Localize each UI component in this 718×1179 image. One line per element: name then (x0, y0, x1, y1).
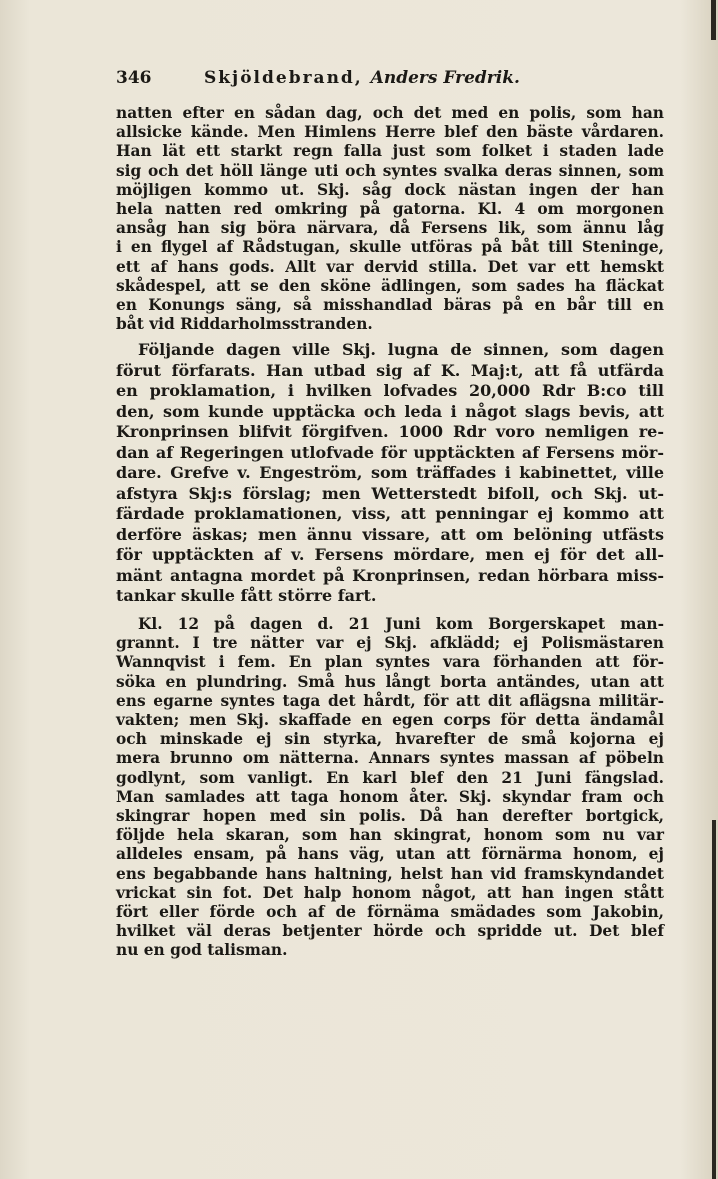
text-line: färdade proklamationen, viss, att penningar ej kommo att (116, 504, 664, 524)
running-head-name: Skjöldebrand, (204, 68, 363, 88)
page-edge-shadow (712, 820, 716, 1179)
running-head (204, 68, 520, 88)
text-line: hvilket väl deras betjenter hörde och spridde ut. Det blef (116, 922, 664, 941)
text-line: godlynt, som vanligt. En karl blef den 21 Juni fängslad. (116, 768, 664, 787)
text-line: förut förfarats. Han utbad sig af K. Maj:t, att få utfärda (116, 360, 664, 380)
page-number: 346 (116, 68, 152, 88)
text-line: och minskade ej sin styrka, hvarefter de små kojorna ej (116, 730, 664, 749)
text-line: vakten; men Skj. skaffade en egen corps för detta ändamål (116, 710, 664, 729)
page-edge-shadow (711, 0, 716, 40)
text-line: natten efter en sådan dag, och det med en polis, som han (116, 104, 664, 122)
text-line: mera brunno om nätterna. Annars syntes massan af pöbeln (116, 749, 664, 768)
text-line: nu en god talisman. (116, 941, 288, 960)
text-line: i en flygel af Rådstugan, skulle utföras på båt till Steninge, (116, 238, 664, 257)
text-line: den, som kunde upptäcka och leda i något slags bevis, att (116, 401, 664, 421)
body-text (116, 104, 664, 961)
paragraph (116, 104, 664, 334)
text-line: ens egarne syntes taga det hårdt, för att dit aflägsna militär- (116, 691, 664, 710)
text-line: tankar skulle fått större fart. (116, 586, 377, 606)
text-line: dan af Regeringen utlofvade för upptäckten af Fersens mör- (116, 442, 664, 462)
text-line: Wannqvist i fem. En plan syntes vara förhanden att för- (116, 653, 664, 672)
text-line: skingrar hopen med sin polis. Då han derefter bortgick, (116, 806, 664, 825)
text-line: ett af hans gods. Allt var dervid stilla. Det var ett hemskt (116, 257, 664, 276)
running-header (116, 68, 656, 94)
text-line: alldeles ensam, på hans väg, utan att förnärma honom, ej (116, 845, 664, 864)
text-line: möjligen kommo ut. Skj. såg dock nästan ingen der han (116, 180, 664, 199)
text-line: grannt. I tre nätter var ej Skj. afklädd; ej Polismästaren (116, 634, 664, 653)
text-line: söka en plundring. Små hus långt borta antändes, utan att (116, 672, 664, 691)
text-line: Han lät ett starkt regn falla just som folket i staden lade (116, 142, 664, 161)
running-head-author: Anders Fredrik. (370, 68, 520, 88)
text-line: mänt antagna mordet på Kronprinsen, redan hörbara miss- (116, 565, 664, 585)
text-line: en Konungs säng, så misshandlad bäras på en bår till en (116, 296, 664, 315)
paragraph (116, 615, 664, 961)
text-line: derföre äskas; men ännu vissare, att om belöning utfästs (116, 524, 664, 544)
text-line: en proklamation, i hvilken lofvades 20,000 Rdr B:co till (116, 381, 664, 401)
text-line: vrickat sin fot. Det halp honom något, att han ingen stått (116, 883, 664, 902)
text-line: fört eller förde och af de förnäma smädades som Jakobin, (116, 902, 664, 921)
text-line: följde hela skaran, som han skingrat, honom som nu var (116, 826, 664, 845)
text-line: ansåg han sig böra närvara, då Fersens lik, som ännu låg (116, 219, 664, 238)
text-line: Följande dagen ville Skj. lugna de sinnen, som dagen (138, 340, 664, 360)
text-line: skådespel, att se den sköne ädlingen, som sades ha fläckat (116, 276, 664, 295)
text-line: Man samlades att taga honom åter. Skj. skyndar fram och (116, 787, 664, 806)
text-line: dare. Grefve v. Engeström, som träffades i kabinettet, ville (116, 463, 664, 483)
text-line: ens begabbande hans haltning, helst han vid framskyndandet (116, 864, 664, 883)
text-line: afstyra Skj:s förslag; men Wetterstedt bifoll, och Skj. ut- (116, 483, 664, 503)
text-line: för upptäckten af v. Fersens mördare, men ej för det all- (116, 545, 664, 565)
paragraph (116, 340, 664, 607)
text-line: hela natten red omkring på gatorna. Kl. 4 om morgonen (116, 200, 664, 219)
text-line: sig och det höll länge uti och syntes svalka deras sinnen, som (116, 161, 664, 180)
text-line: Kronprinsen blifvit förgifven. 1000 Rdr voro nemligen re- (116, 422, 664, 442)
text-line: båt vid Riddarholmsstranden. (116, 315, 373, 334)
text-line: allsicke kände. Men Himlens Herre blef den bäste vårdaren. (116, 123, 664, 142)
text-line: Kl. 12 på dagen d. 21 Juni kom Borgerskapet man- (138, 614, 664, 633)
